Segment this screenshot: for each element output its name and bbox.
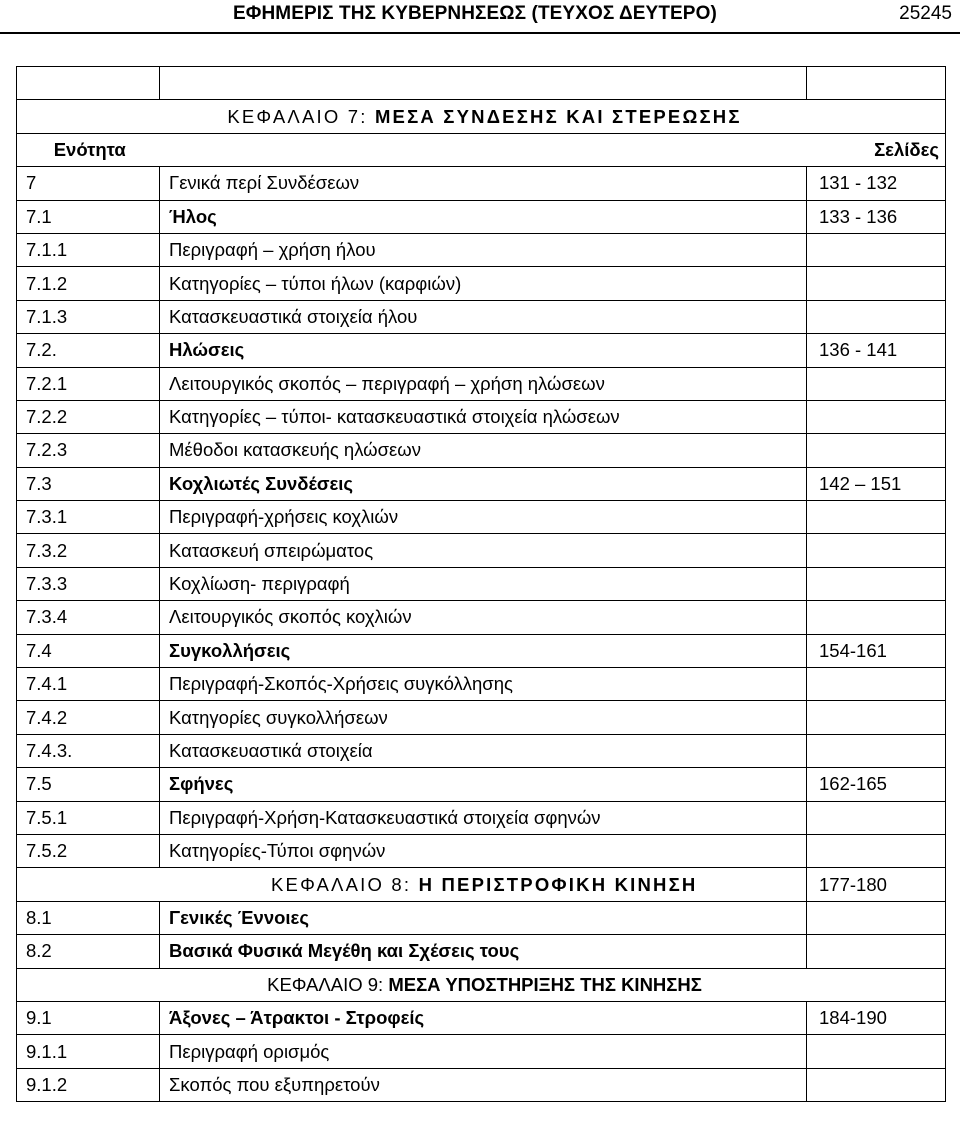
chapter-label: ΚΕΦΑΛΑΙΟ 8:	[271, 873, 412, 895]
page-range	[807, 1035, 946, 1068]
page-range: 131 - 132	[807, 167, 946, 200]
page-range: 177-180	[807, 868, 946, 901]
chapter-heading-row	[17, 868, 946, 901]
chapter-heading	[160, 968, 807, 1001]
section-title: Κατασκευαστικά στοιχεία	[160, 734, 807, 767]
section-number: 9.1	[17, 1001, 160, 1034]
section-title: Περιγραφή-Σκοπός-Χρήσεις συγκόλλησης	[160, 668, 807, 701]
section-number: 7.4	[17, 634, 160, 667]
section-number: 7.1.1	[17, 233, 160, 266]
page-range	[807, 300, 946, 333]
page-range	[807, 434, 946, 467]
toc-row	[17, 834, 946, 867]
gazette-title: ΕΦΗΜΕΡΙΣ ΤΗΣ ΚΥΒΕΡΝΗΣΕΩΣ (ΤΕΥΧΟΣ ΔΕΥΤΕΡΟ)	[233, 3, 717, 24]
toc-row	[17, 567, 946, 600]
chapter-title: ΜΕΣΑ ΣΥΝΔΕΣΗΣ ΚΑΙ ΣΤΕΡΕΩΣΗΣ	[374, 105, 742, 127]
section-number: 7.4.2	[17, 701, 160, 734]
page-range	[807, 801, 946, 834]
page-range	[807, 233, 946, 266]
section-number: 8.2	[17, 935, 160, 968]
section-number: 7.2.1	[17, 367, 160, 400]
section-number: 7.1	[17, 200, 160, 233]
section-number: 7.4.1	[17, 668, 160, 701]
chapter-title: Η ΠΕΡΙΣΤΡΟΦΙΚΗ ΚΙΝΗΣΗ	[418, 873, 698, 895]
section-title: Περιγραφή – χρήση ήλου	[160, 233, 807, 266]
toc-row	[17, 434, 946, 467]
toc-row	[17, 1068, 946, 1101]
section-number: 7.2.2	[17, 400, 160, 433]
header-rule	[0, 32, 960, 34]
toc-row	[17, 200, 946, 233]
section-number: 7.1.2	[17, 267, 160, 300]
section-title: Ηλώσεις	[160, 334, 807, 367]
toc-row	[17, 534, 946, 567]
toc-row	[17, 734, 946, 767]
page-range	[807, 601, 946, 634]
page-range	[807, 400, 946, 433]
toc-row	[17, 300, 946, 333]
section-title: Γενικά περί Συνδέσεων	[160, 167, 807, 200]
section-number: 7.2.	[17, 334, 160, 367]
section-number: 7.5	[17, 768, 160, 801]
page-range: 133 - 136	[807, 200, 946, 233]
toc-row	[17, 768, 946, 801]
toc-row	[17, 167, 946, 200]
page-range: 162-165	[807, 768, 946, 801]
section-number: 7.3.2	[17, 534, 160, 567]
toc-row	[17, 935, 946, 968]
toc-row	[17, 801, 946, 834]
contents-table	[16, 66, 946, 1102]
page-range	[807, 534, 946, 567]
toc-row	[17, 1035, 946, 1068]
toc-row	[17, 701, 946, 734]
chapter-heading	[160, 100, 807, 133]
section-title: Λειτουργικός σκοπός – περιγραφή – χρήση ηλώσεων	[160, 367, 807, 400]
toc-row	[17, 901, 946, 934]
page-range	[807, 935, 946, 968]
toc-row	[17, 367, 946, 400]
chapter-heading	[160, 868, 807, 901]
section-title: Κατηγορίες συγκολλήσεων	[160, 701, 807, 734]
page-range: 136 - 141	[807, 334, 946, 367]
section-title: Σφήνες	[160, 768, 807, 801]
page-range: 154-161	[807, 634, 946, 667]
empty-top-row	[17, 67, 946, 100]
section-title: Γενικές Έννοιες	[160, 901, 807, 934]
section-title: Συγκολλήσεις	[160, 634, 807, 667]
toc-row	[17, 334, 946, 367]
page-range	[807, 834, 946, 867]
page-range	[807, 367, 946, 400]
section-title: Λειτουργικός σκοπός κοχλιών	[160, 601, 807, 634]
section-title: Κατηγορίες – τύποι ήλων (καρφιών)	[160, 267, 807, 300]
page-range	[807, 734, 946, 767]
section-number: 8.1	[17, 901, 160, 934]
section-title: Άξονες – Άτρακτοι - Στροφείς	[160, 1001, 807, 1034]
pages-column-header: Σελίδες	[807, 133, 946, 166]
page-range	[807, 701, 946, 734]
toc-row	[17, 601, 946, 634]
section-title: Περιγραφή-Χρήση-Κατασκευαστικά στοιχεία σφηνών	[160, 801, 807, 834]
page-range: 142 – 151	[807, 467, 946, 500]
section-number: 7.3.1	[17, 501, 160, 534]
section-title: Σκοπός που εξυπηρετούν	[160, 1068, 807, 1101]
section-number: 9.1.1	[17, 1035, 160, 1068]
chapter-title: ΜΕΣΑ ΥΠΟΣΤΗΡΙΞΗΣ ΤΗΣ ΚΙΝΗΣΗΣ	[388, 973, 702, 995]
page-range	[807, 501, 946, 534]
section-number: 7.2.3	[17, 434, 160, 467]
section-title: Βασικά Φυσικά Μεγέθη και Σχέσεις τους	[160, 935, 807, 968]
toc-row	[17, 400, 946, 433]
toc-row	[17, 233, 946, 266]
chapter-heading-row	[17, 100, 946, 133]
section-number: 7.1.3	[17, 300, 160, 333]
page-range	[807, 1068, 946, 1101]
toc-row	[17, 668, 946, 701]
section-title: Κατασκευαστικά στοιχεία ήλου	[160, 300, 807, 333]
section-title: Ήλος	[160, 200, 807, 233]
toc-row	[17, 634, 946, 667]
section-number: 9.1.2	[17, 1068, 160, 1101]
section-title: Κατηγορίες-Τύποι σφηνών	[160, 834, 807, 867]
chapter-label: ΚΕΦΑΛΑΙΟ 9:	[267, 973, 384, 995]
toc-row	[17, 501, 946, 534]
section-title: Κοχλιωτές Συνδέσεις	[160, 467, 807, 500]
toc-row	[17, 267, 946, 300]
chapter-label: ΚΕΦΑΛΑΙΟ 7:	[227, 105, 368, 127]
section-number: 7	[17, 167, 160, 200]
page-number: 25245	[899, 3, 952, 24]
section-number: 7.5.1	[17, 801, 160, 834]
section-number: 7.5.2	[17, 834, 160, 867]
section-number: 7.3.3	[17, 567, 160, 600]
section-title: Κοχλίωση- περιγραφή	[160, 567, 807, 600]
section-title: Μέθοδοι κατασκευής ηλώσεων	[160, 434, 807, 467]
page-range: 184-190	[807, 1001, 946, 1034]
toc-row	[17, 1001, 946, 1034]
section-number: 7.3	[17, 467, 160, 500]
page-range	[807, 267, 946, 300]
section-title: Κατηγορίες – τύποι- κατασκευαστικά στοιχεία ηλώσεων	[160, 400, 807, 433]
page-range	[807, 901, 946, 934]
chapter-heading-row	[17, 968, 946, 1001]
section-number: 7.3.4	[17, 601, 160, 634]
toc-row	[17, 467, 946, 500]
page-header	[0, 0, 960, 32]
section-number: 7.4.3.	[17, 734, 160, 767]
section-title: Περιγραφή-χρήσεις κοχλιών	[160, 501, 807, 534]
page-range	[807, 567, 946, 600]
column-header-row	[17, 133, 946, 166]
section-title: Κατασκευή σπειρώματος	[160, 534, 807, 567]
section-title: Περιγραφή ορισμός	[160, 1035, 807, 1068]
section-column-header: Ενότητα	[17, 133, 160, 166]
page-range	[807, 668, 946, 701]
